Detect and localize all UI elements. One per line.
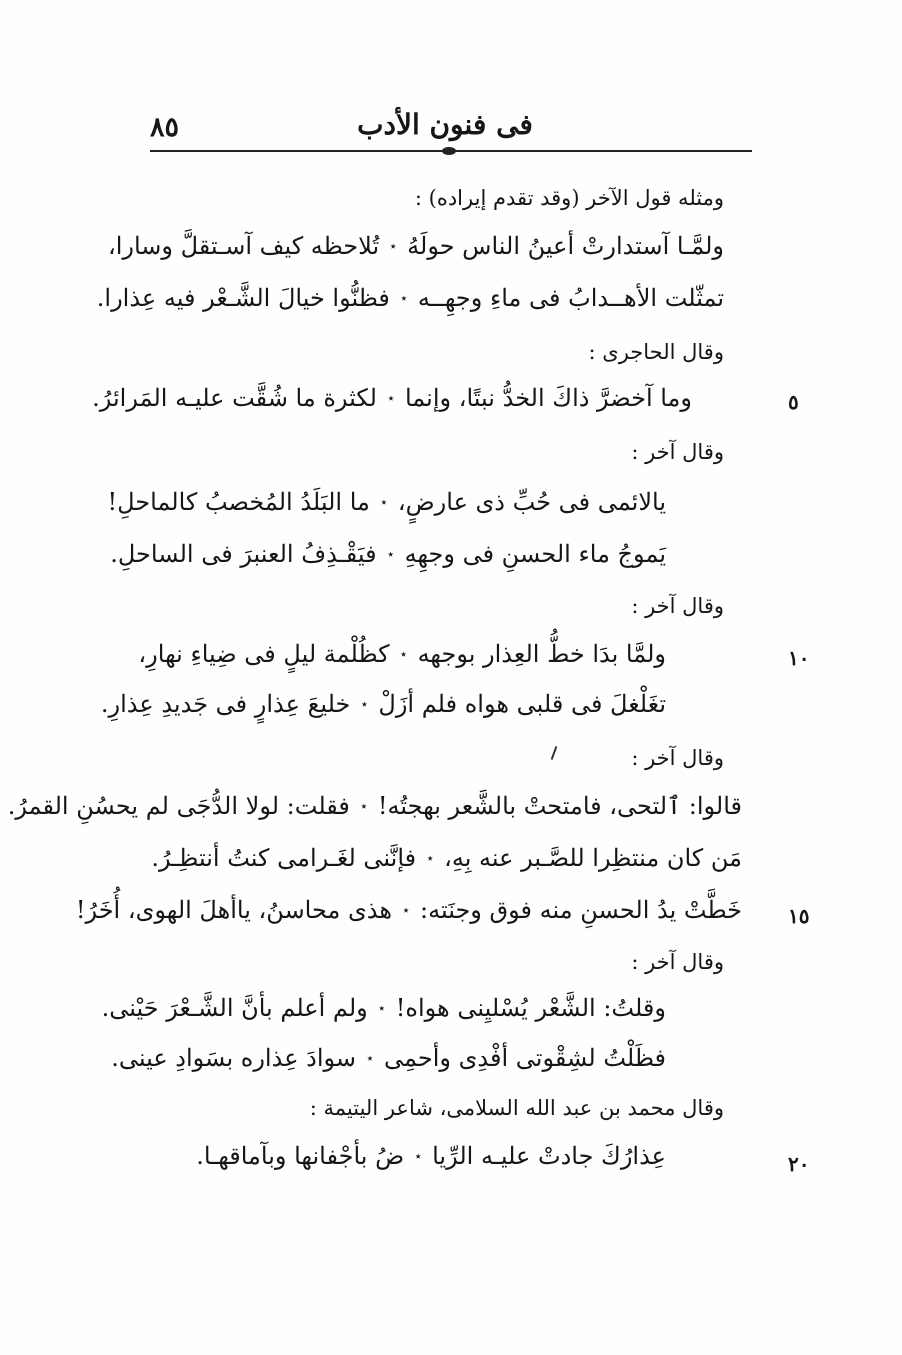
second-hemistich: فإنَّنى لغَـرامى كنتُ أنتظِـرُ. [151, 844, 417, 872]
second-hemistich: فيَقْـذِفُ العنبرَ فى الساحلِ. [110, 540, 377, 568]
first-hemistich: عِذارُكَ جادتْ عليـه الرِّيا [432, 1142, 666, 1170]
second-hemistich: لكثرة ما شُقَّت عليـه المَرائرُ. [92, 384, 377, 412]
verse-line [97, 284, 724, 312]
verse-line [108, 232, 724, 260]
hemistich-separator: ٭ [366, 1051, 374, 1065]
first-hemistich: تمثّلت الأهــدابُ فى ماءِ وجهِــه [417, 284, 724, 312]
intro-line: وقال آخر : [631, 746, 724, 770]
first-hemistich: وقلتُ: الشَّعْر يُسْليِنى هواه! [395, 994, 666, 1022]
verse-line [92, 384, 692, 412]
first-hemistich: قالوا: ٱلتحى، فامتحتْ بالشَّعر بهجتُه! [377, 792, 742, 820]
hemistich-separator: ٭ [414, 1149, 422, 1163]
first-hemistich: ولمَّـا آستدارتْ أعينُ الناس حولَهُ [407, 232, 724, 260]
hemistich-separator: ٭ [361, 697, 368, 711]
intro-line: وقال آخر : [631, 950, 724, 974]
second-hemistich: سوادَ عِذاره بسَوادِ عينى. [111, 1044, 356, 1072]
verse-line [102, 994, 666, 1022]
first-hemistich: مَن كان منتظِرا للصَّـبر عنه بِهِ، [444, 844, 742, 872]
hemistich-separator: ٭ [400, 291, 408, 305]
intro-line: وقال آخر : [631, 440, 724, 464]
line-number: ٥ [788, 390, 799, 414]
verse-line [138, 640, 666, 668]
second-hemistich: تُلاحظه كيف آسـتقلَّ وسارا، [107, 232, 380, 260]
hemistich-separator: ٭ [380, 495, 388, 509]
second-hemistich: ضُ بأجْفانها وبآماقهـا. [196, 1142, 405, 1170]
verse-line [111, 1044, 666, 1072]
hemistich-separator: ٭ [400, 647, 407, 661]
hemistich-separator: ٭ [378, 1001, 386, 1015]
hemistich-separator: ٭ [387, 391, 395, 405]
intro-line: وقال الحاجرى : [588, 340, 724, 364]
second-hemistich: فظنُّوا خيالَ الشَّـعْر فيه عِذارا. [96, 284, 390, 312]
first-hemistich: وما آخضرَّ ذاكَ الخدُّ نبتًا، وإنما [404, 384, 692, 412]
running-title: فى فنون الأدب [357, 108, 533, 141]
hemistich-separator: ٭ [426, 851, 434, 865]
page-number: ٨٥ [150, 112, 180, 143]
first-hemistich: خَطَّتْ يدُ الحسنِ منه فوق وجنَته: [420, 896, 742, 924]
header-rule [150, 150, 752, 152]
verse-line [151, 844, 742, 872]
line-number: ١٠ [788, 646, 810, 670]
first-hemistich: تغَلْغلَ فى قلبى هواه فلم أزَلْ [378, 690, 666, 718]
verse-line [101, 690, 666, 718]
second-hemistich: ما البَلَدُ المُخصبُ كالماحلِ! [107, 488, 370, 516]
second-hemistich: ولم أعلم بأنَّ الشَّـعْرَ حَيْنى. [101, 994, 368, 1022]
verse-line [196, 1142, 666, 1170]
first-hemistich: ولمَّا بدَا خطُّ العِذار بوجهه [417, 640, 666, 668]
line-number: ١٥ [788, 904, 810, 928]
second-hemistich: خليعَ عِذارٍ فى جَديدِ عِذارِ. [100, 690, 351, 718]
first-hemistich: يالائمى فى حُبِّ ذى عارضٍ، [397, 488, 666, 516]
hemistich-separator: ٭ [360, 799, 368, 813]
verse-line [8, 792, 742, 820]
second-hemistich: فقلت: لولا الدُّجَى لم يحسُنِ القمرُ. [7, 792, 350, 820]
line-number: ٢٠ [788, 1152, 810, 1176]
hemistich-separator: ٭ [387, 547, 394, 561]
second-hemistich: هذى محاسنُ، ياأهلَ الهوى، أُخَرُ! [75, 896, 393, 924]
verse-line [107, 488, 666, 516]
hemistich-separator: ٭ [402, 903, 410, 917]
intro-line: وقال محمد بن عبد الله السلامى، شاعر اليتيمة : [309, 1096, 724, 1120]
hemistich-separator: ٭ [389, 239, 397, 253]
first-hemistich: يَموجُ ماء الحسنِ فى وجهِهِ [404, 540, 666, 568]
verse-line [110, 540, 666, 568]
intro-line: وقال آخر : [631, 594, 724, 618]
intro-line: ومثله قول الآخر (وقد تقدم إيراده) : [414, 186, 724, 210]
rule-ornament [442, 147, 456, 155]
second-hemistich: كظُلْمة ليلٍ فى ضِياءِ نهارِ، [138, 640, 390, 668]
verse-line [76, 896, 742, 924]
stray-mark [551, 746, 558, 760]
first-hemistich: فظَلْتُ لشِقْوتى أفْدِى وأحمِى [384, 1044, 666, 1072]
